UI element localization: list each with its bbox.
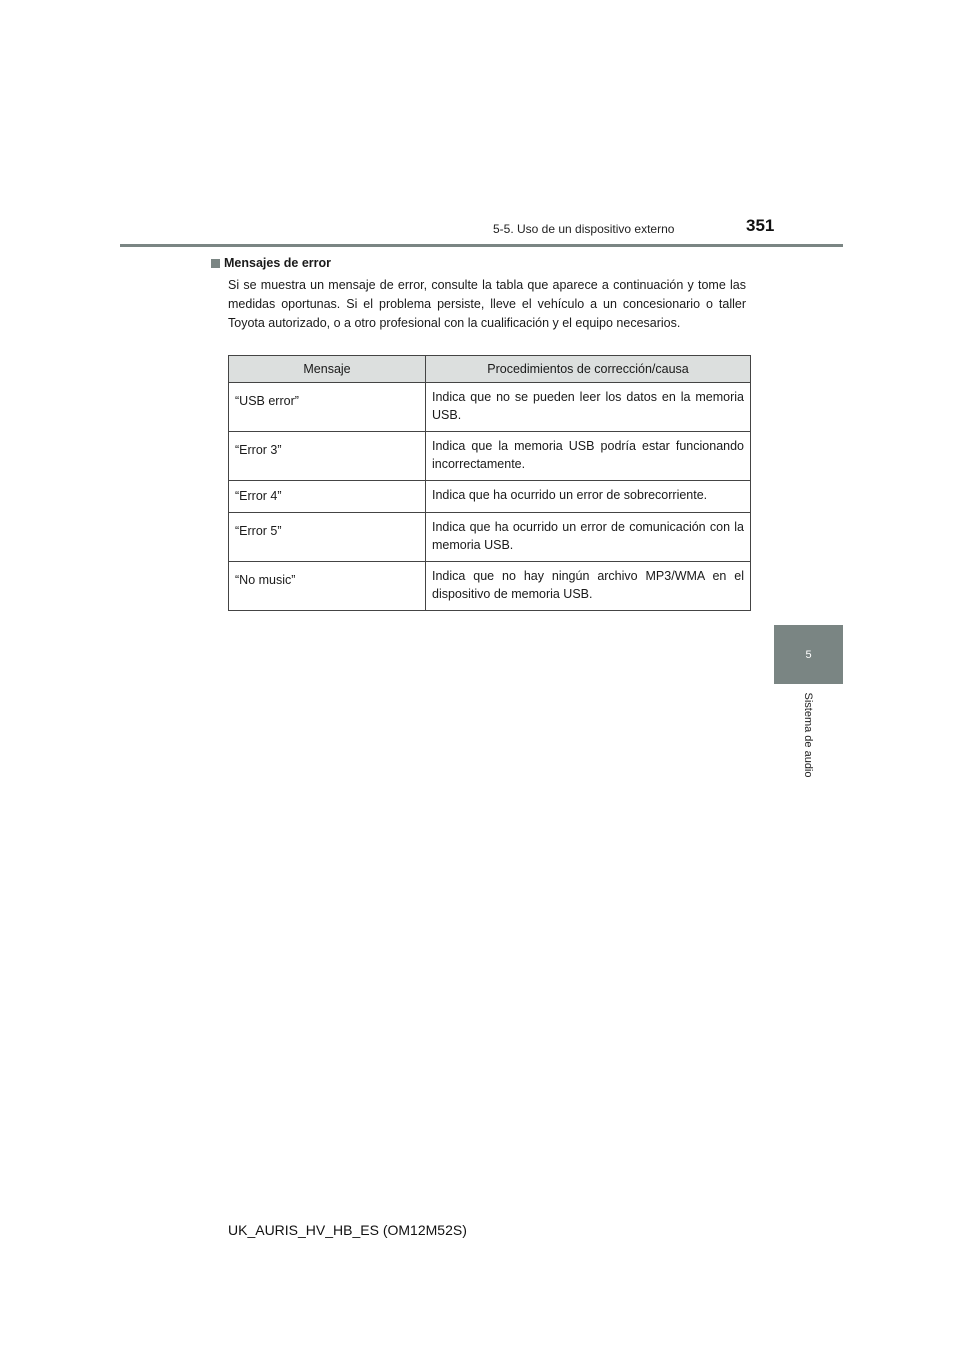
page-number: 351	[746, 216, 775, 235]
square-bullet-icon	[211, 259, 220, 268]
row-message: “Error 3”	[229, 432, 426, 481]
table-row	[229, 513, 751, 562]
row-procedure: Indica que no se pueden leer los datos en la memoria USB.	[426, 383, 751, 432]
row-message: “Error 4”	[229, 481, 426, 513]
chapter-label: Sistema de audio	[802, 692, 814, 778]
table-header-row	[229, 356, 751, 383]
row-procedure: Indica que ha ocurrido un error de sobrecorriente.	[426, 481, 751, 513]
row-procedure: Indica que no hay ningún archivo MP3/WMA en el dispositivo de memoria USB.	[426, 562, 751, 611]
table-row	[229, 432, 751, 481]
row-procedure: Indica que la memoria USB podría estar funcionando incorrectamente.	[426, 432, 751, 481]
header-rule	[120, 244, 843, 247]
document-code: UK_AURIS_HV_HB_ES (OM12M52S)	[228, 1222, 467, 1238]
row-message: “Error 5”	[229, 513, 426, 562]
row-procedure: Indica que ha ocurrido un error de comunicación con la memoria USB.	[426, 513, 751, 562]
table-row	[229, 562, 751, 611]
table-row	[229, 383, 751, 432]
intro-paragraph: Si se muestra un mensaje de error, consulte la tabla que aparece a continuación y tome las medidas oportunas. Si el problema persiste, lleve el vehículo a un concesionario o taller Toyota autorizado, o a otro profesional con la cualificación y el equipo necesarios.	[228, 278, 746, 330]
chapter-number: 5	[805, 648, 812, 661]
row-message: “No music”	[229, 562, 426, 611]
header-section-title: 5-5. Uso de un dispositivo externo	[493, 222, 675, 236]
section-heading-text: Mensajes de error	[224, 256, 331, 270]
error-message-table	[228, 355, 751, 611]
row-message: “USB error”	[229, 383, 426, 432]
table-row	[229, 481, 751, 513]
section-heading	[211, 256, 331, 270]
table-header-message: Mensaje	[229, 356, 426, 383]
chapter-tab	[774, 625, 843, 684]
table-header-procedure: Procedimientos de corrección/causa	[426, 356, 751, 383]
